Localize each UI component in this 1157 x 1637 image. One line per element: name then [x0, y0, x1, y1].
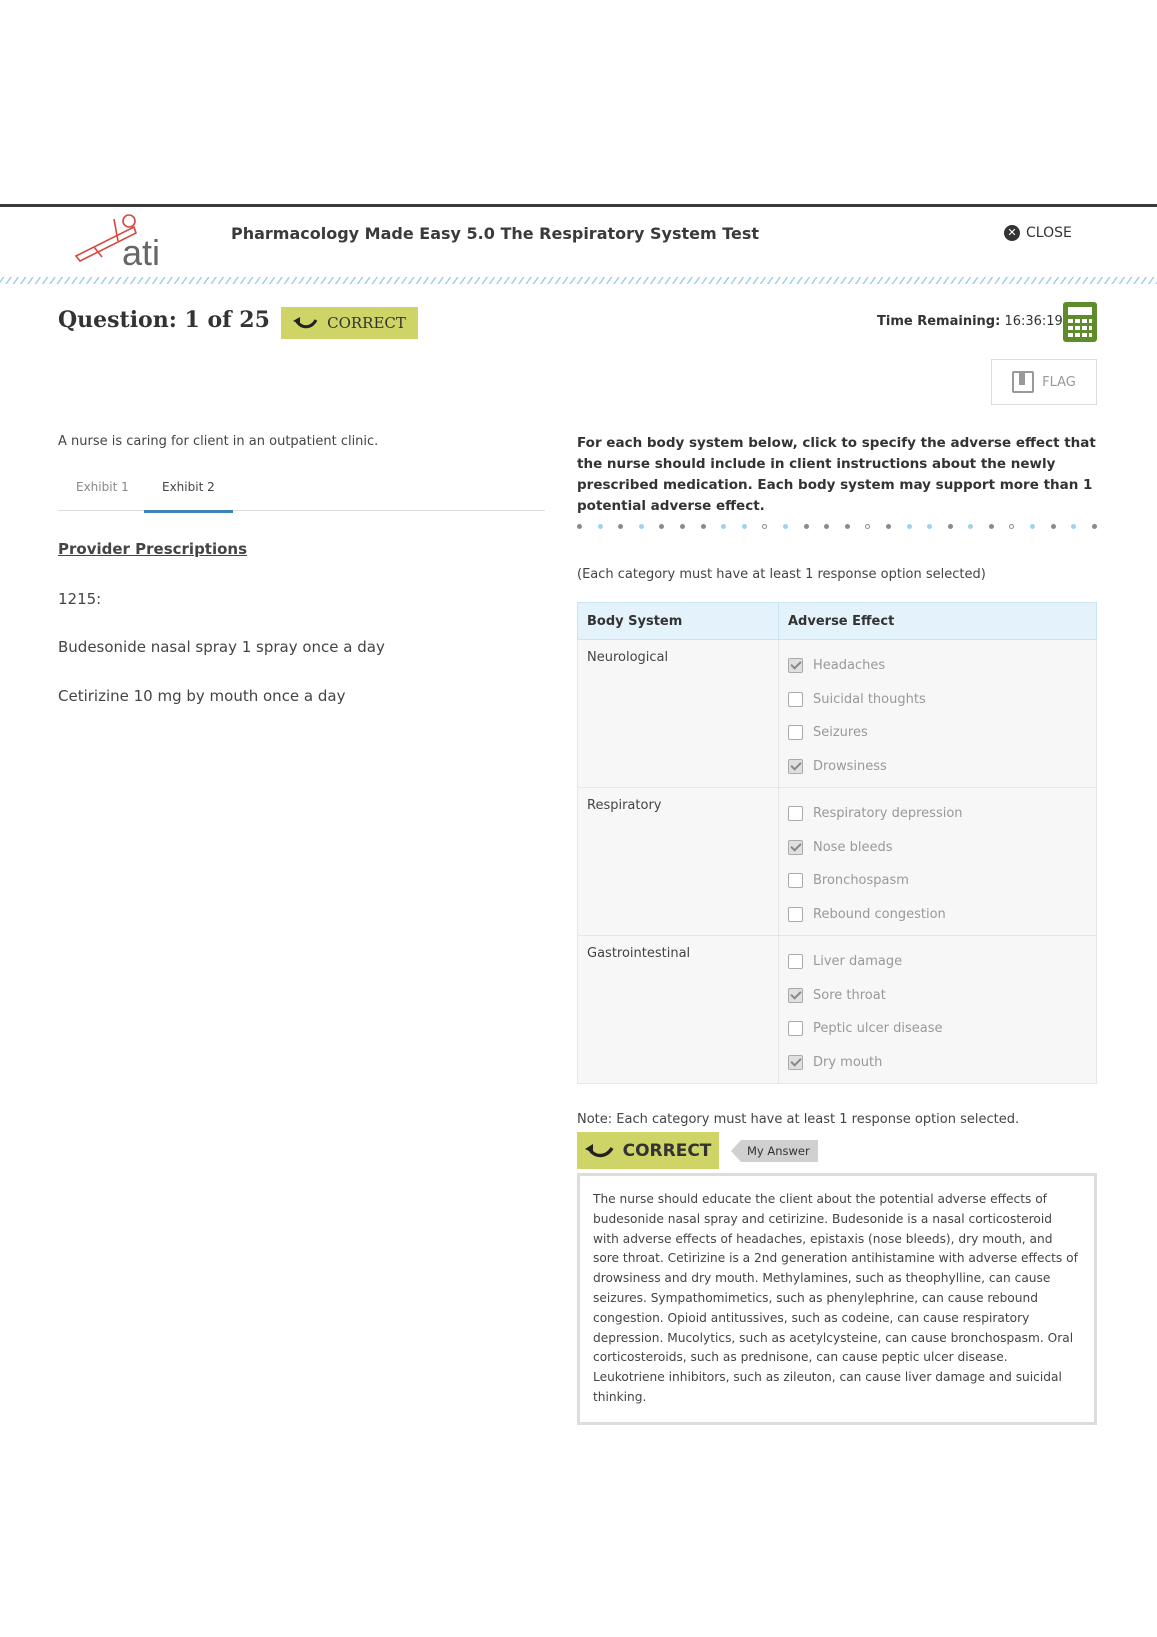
checkbox[interactable] [788, 725, 803, 740]
progress-dot[interactable] [886, 524, 891, 529]
progress-dot[interactable] [927, 524, 932, 529]
checkbox[interactable] [788, 692, 803, 707]
time-label: Time Remaining: [877, 314, 1001, 329]
checkbox[interactable] [788, 806, 803, 821]
progress-dots [577, 524, 1097, 529]
prescription-line: Cetirizine 10 mg by mouth once a day [58, 687, 346, 705]
option-label: Respiratory depression [813, 806, 963, 822]
checkbox-checked[interactable] [788, 988, 803, 1003]
checkbox[interactable] [788, 1021, 803, 1036]
progress-dot[interactable] [721, 524, 726, 529]
option-label: Nose bleeds [813, 839, 893, 855]
tab-exhibit-2[interactable]: Exhibit 2 [144, 472, 233, 513]
body-system-cell: Respiratory [578, 788, 779, 936]
header-hatch-divider [0, 277, 1157, 284]
body-system-cell: Neurological [578, 640, 779, 788]
adverse-effect-cell [779, 936, 1097, 1084]
option-label: Peptic ulcer disease [813, 1021, 943, 1037]
prescription-line: Budesonide nasal spray 1 spray once a day [58, 638, 385, 656]
progress-dot[interactable] [865, 524, 870, 529]
progress-dot[interactable] [762, 524, 767, 529]
checkbox[interactable] [788, 954, 803, 969]
question-counter: Question: 1 of 25 [58, 307, 270, 333]
option-item[interactable] [788, 1012, 1087, 1046]
checkbox-checked[interactable] [788, 840, 803, 855]
time-value: 16:36:19 [1004, 314, 1063, 329]
progress-dot[interactable] [783, 524, 788, 529]
option-item[interactable] [788, 864, 1087, 898]
logo-text: ati [122, 232, 161, 269]
option-item[interactable] [788, 831, 1087, 865]
progress-dot[interactable] [804, 524, 809, 529]
status-badge [281, 307, 418, 339]
progress-dot[interactable] [948, 524, 953, 529]
option-item[interactable] [788, 1046, 1087, 1080]
result-label: CORRECT [622, 1140, 712, 1161]
checkbox[interactable] [788, 907, 803, 922]
tab-exhibit-1[interactable]: Exhibit 1 [76, 480, 129, 494]
progress-dot[interactable] [639, 524, 644, 529]
option-item[interactable] [788, 945, 1087, 979]
progress-dot[interactable] [907, 524, 912, 529]
option-label: Drowsiness [813, 758, 887, 774]
calculator-glyph [1063, 302, 1097, 342]
option-label: Suicidal thoughts [813, 691, 926, 707]
close-button[interactable] [1004, 225, 1072, 241]
checkbox-checked[interactable] [788, 759, 803, 774]
option-item[interactable] [788, 683, 1087, 717]
column-header-adverse-effect: Adverse Effect [779, 603, 1097, 640]
progress-dot[interactable] [1009, 524, 1014, 529]
option-label: Rebound congestion [813, 906, 946, 922]
option-label: Dry mouth [813, 1054, 883, 1070]
close-icon: ✕ [1004, 225, 1020, 241]
result-badge [577, 1132, 719, 1169]
test-title: Pharmacology Made Easy 5.0 The Respiratory System Test [231, 224, 760, 243]
progress-dot[interactable] [824, 524, 829, 529]
table-row [578, 788, 1097, 936]
body-system-cell: Gastrointestinal [578, 936, 779, 1084]
option-label: Headaches [813, 658, 886, 674]
progress-dot[interactable] [577, 524, 582, 529]
flag-icon [1012, 371, 1034, 393]
scenario-text: A nurse is caring for client in an outpatient clinic. [58, 434, 379, 449]
option-item[interactable] [788, 750, 1087, 784]
return-arrow-icon [585, 1143, 615, 1159]
progress-dot[interactable] [968, 524, 973, 529]
progress-dot[interactable] [1071, 524, 1076, 529]
progress-dot[interactable] [701, 524, 706, 529]
return-arrow-icon [293, 316, 319, 330]
flag-button[interactable] [991, 359, 1097, 405]
close-label: CLOSE [1026, 225, 1072, 241]
checkbox[interactable] [788, 873, 803, 888]
progress-dot[interactable] [989, 524, 994, 529]
checkbox-checked[interactable] [788, 658, 803, 673]
question-instructions: For each body system below, click to specify the adverse effect that the nurse should include in client instructions about the newly prescribed medication. Each body system may support more than 1 potential adverse effect. [577, 435, 1096, 514]
prescription-time: 1215: [58, 590, 102, 608]
adverse-effect-cell [779, 640, 1097, 788]
category-note: (Each category must have at least 1 response option selected) [577, 567, 986, 582]
option-item[interactable] [788, 979, 1087, 1013]
progress-dot[interactable] [1092, 524, 1097, 529]
rationale-box: The nurse should educate the client about the potential adverse effects of budesonide nasal spray and cetirizine. Budesonide is a nasal corticosteroid with adverse effects of headaches, epistaxis (nose bleeds), dry mouth, and sore throat. Cetirizine is a 2nd generation antihistamine with adverse effects of drowsiness and dry mouth. Methylamines, such as theophylline, can cause seizures. Sympathomimetics, such as phenylephrine, can cause rebound congestion. Opioid antitussives, such as codeine, can cause respiratory depression. Mucolytics, such as acetylcysteine, can cause bronchospasm. Oral corticosteroids, such as prednisone, can cause peptic ulcer disease. Leukotriene inhibitors, such as zileuton, can cause liver damage and suicidal thinking. [577, 1173, 1097, 1425]
table-row [578, 936, 1097, 1084]
progress-dot[interactable] [618, 524, 623, 529]
section-title: Provider Prescriptions [58, 540, 248, 558]
ati-logo [74, 211, 184, 269]
my-answer-tag: My Answer [741, 1140, 818, 1162]
option-label: Seizures [813, 725, 868, 741]
option-item[interactable] [788, 898, 1087, 932]
option-label: Sore throat [813, 987, 886, 1003]
option-item[interactable] [788, 649, 1087, 683]
progress-dot[interactable] [845, 524, 850, 529]
time-remaining [877, 314, 1063, 329]
status-label: CORRECT [327, 314, 406, 332]
progress-dot[interactable] [598, 524, 603, 529]
option-item[interactable] [788, 797, 1087, 831]
app-header [0, 207, 1157, 281]
adverse-effect-cell [779, 788, 1097, 936]
option-item[interactable] [788, 716, 1087, 750]
progress-dot[interactable] [659, 524, 664, 529]
column-header-body-system: Body System [578, 603, 779, 640]
answer-grid [577, 602, 1097, 1084]
progress-dot[interactable] [1051, 524, 1056, 529]
flag-label: FLAG [1042, 374, 1076, 390]
option-label: Bronchospasm [813, 873, 909, 889]
exhibit-tabs [58, 472, 545, 511]
progress-dot[interactable] [742, 524, 747, 529]
bottom-note: Note: Each category must have at least 1 response option selected. [577, 1112, 1020, 1127]
checkbox-checked[interactable] [788, 1055, 803, 1070]
progress-dot[interactable] [1030, 524, 1035, 529]
option-label: Liver damage [813, 954, 903, 970]
table-row [578, 640, 1097, 788]
calculator-icon[interactable] [1063, 302, 1097, 342]
progress-dot[interactable] [680, 524, 685, 529]
test-app [0, 204, 1157, 1430]
